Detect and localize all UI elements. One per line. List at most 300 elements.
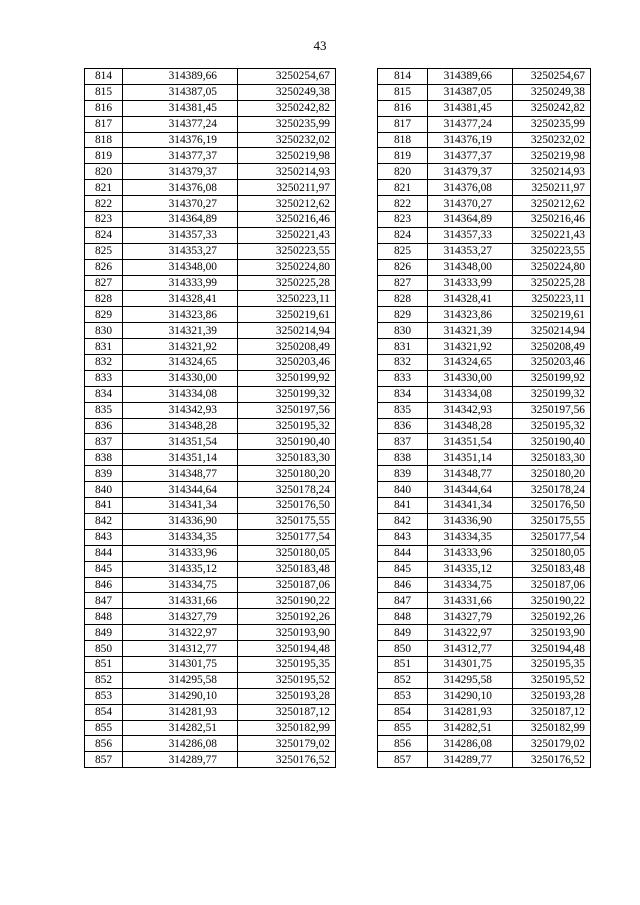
point-number-cell: 841 <box>378 498 428 514</box>
x-coordinate-cell: 314282,51 <box>428 720 513 736</box>
x-coordinate-cell: 314348,28 <box>123 418 238 434</box>
x-coordinate-cell: 314377,24 <box>428 116 513 132</box>
point-number-cell: 814 <box>378 69 428 85</box>
table-row <box>378 704 591 720</box>
y-coordinate-cell: 3250199,32 <box>513 386 591 402</box>
table-row <box>85 100 336 116</box>
point-number-cell: 827 <box>85 275 123 291</box>
x-coordinate-cell: 314344,64 <box>123 482 238 498</box>
table-row <box>378 656 591 672</box>
point-number-cell: 853 <box>85 688 123 704</box>
x-coordinate-cell: 314281,93 <box>123 704 238 720</box>
point-number-cell: 824 <box>85 227 123 243</box>
y-coordinate-cell: 3250192,26 <box>513 609 591 625</box>
point-number-cell: 820 <box>378 164 428 180</box>
point-number-cell: 830 <box>378 323 428 339</box>
point-number-cell: 844 <box>85 545 123 561</box>
y-coordinate-cell: 3250195,35 <box>513 656 591 672</box>
table-row <box>378 418 591 434</box>
x-coordinate-cell: 314289,77 <box>123 752 238 768</box>
point-number-cell: 832 <box>85 355 123 371</box>
y-coordinate-cell: 3250208,49 <box>238 339 336 355</box>
table-row <box>378 434 591 450</box>
table-row <box>85 656 336 672</box>
y-coordinate-cell: 3250249,38 <box>238 84 336 100</box>
table-row <box>85 148 336 164</box>
x-coordinate-cell: 314342,93 <box>428 402 513 418</box>
table-row <box>85 529 336 545</box>
table-row <box>378 180 591 196</box>
y-coordinate-cell: 3250176,52 <box>513 752 591 768</box>
table-row <box>85 370 336 386</box>
table-row <box>85 450 336 466</box>
y-coordinate-cell: 3250187,12 <box>238 704 336 720</box>
x-coordinate-cell: 314321,39 <box>428 323 513 339</box>
table-row <box>85 243 336 259</box>
table-row <box>85 116 336 132</box>
table-row <box>378 69 591 85</box>
x-coordinate-cell: 314321,92 <box>428 339 513 355</box>
x-coordinate-cell: 314364,89 <box>123 212 238 228</box>
x-coordinate-cell: 314336,90 <box>428 513 513 529</box>
y-coordinate-cell: 3250223,55 <box>238 243 336 259</box>
x-coordinate-cell: 314290,10 <box>428 688 513 704</box>
x-coordinate-cell: 314389,66 <box>428 69 513 85</box>
table-row <box>378 720 591 736</box>
point-number-cell: 852 <box>378 672 428 688</box>
point-number-cell: 834 <box>85 386 123 402</box>
x-coordinate-cell: 314295,58 <box>428 672 513 688</box>
y-coordinate-cell: 3250197,56 <box>238 402 336 418</box>
x-coordinate-cell: 314364,89 <box>428 212 513 228</box>
y-coordinate-cell: 3250208,49 <box>513 339 591 355</box>
y-coordinate-cell: 3250180,05 <box>238 545 336 561</box>
y-coordinate-cell: 3250177,54 <box>238 529 336 545</box>
x-coordinate-cell: 314286,08 <box>123 736 238 752</box>
x-coordinate-cell: 314331,66 <box>428 593 513 609</box>
table-row <box>85 577 336 593</box>
table-row <box>378 752 591 768</box>
point-number-cell: 851 <box>378 656 428 672</box>
page-number: 43 <box>313 38 327 53</box>
point-number-cell: 817 <box>378 116 428 132</box>
point-number-cell: 852 <box>85 672 123 688</box>
table-row <box>378 577 591 593</box>
x-coordinate-cell: 314357,33 <box>428 227 513 243</box>
y-coordinate-cell: 3250214,93 <box>238 164 336 180</box>
x-coordinate-cell: 314348,00 <box>428 259 513 275</box>
x-coordinate-cell: 314295,58 <box>123 672 238 688</box>
y-coordinate-cell: 3250199,92 <box>238 370 336 386</box>
table-row <box>378 402 591 418</box>
point-number-cell: 838 <box>85 450 123 466</box>
y-coordinate-cell: 3250195,32 <box>238 418 336 434</box>
table-row <box>85 355 336 371</box>
x-coordinate-cell: 314348,00 <box>123 259 238 275</box>
point-number-cell: 825 <box>85 243 123 259</box>
table-row <box>378 672 591 688</box>
x-coordinate-cell: 314312,77 <box>123 641 238 657</box>
table-row <box>85 641 336 657</box>
table-row <box>378 116 591 132</box>
x-coordinate-cell: 314341,34 <box>428 498 513 514</box>
point-number-cell: 818 <box>85 132 123 148</box>
point-number-cell: 823 <box>378 212 428 228</box>
point-number-cell: 837 <box>85 434 123 450</box>
point-number-cell: 855 <box>85 720 123 736</box>
table-row <box>378 196 591 212</box>
y-coordinate-cell: 3250190,40 <box>238 434 336 450</box>
point-number-cell: 840 <box>85 482 123 498</box>
y-coordinate-cell: 3250219,61 <box>238 307 336 323</box>
y-coordinate-cell: 3250193,90 <box>238 625 336 641</box>
table-row <box>378 498 591 514</box>
x-coordinate-cell: 314351,14 <box>428 450 513 466</box>
x-coordinate-cell: 314324,65 <box>428 355 513 371</box>
x-coordinate-cell: 314312,77 <box>428 641 513 657</box>
table-row <box>378 84 591 100</box>
point-number-cell: 847 <box>378 593 428 609</box>
point-number-cell: 816 <box>378 100 428 116</box>
x-coordinate-cell: 314389,66 <box>123 69 238 85</box>
point-number-cell: 854 <box>378 704 428 720</box>
x-coordinate-cell: 314334,75 <box>123 577 238 593</box>
point-number-cell: 846 <box>378 577 428 593</box>
y-coordinate-cell: 3250190,22 <box>238 593 336 609</box>
y-coordinate-cell: 3250190,40 <box>513 434 591 450</box>
table-row <box>378 688 591 704</box>
table-row <box>85 720 336 736</box>
point-number-cell: 831 <box>378 339 428 355</box>
coordinates-table-right-body <box>378 69 591 768</box>
x-coordinate-cell: 314334,08 <box>428 386 513 402</box>
point-number-cell: 826 <box>378 259 428 275</box>
table-row <box>85 688 336 704</box>
point-number-cell: 837 <box>378 434 428 450</box>
y-coordinate-cell: 3250183,48 <box>238 561 336 577</box>
table-row <box>85 513 336 529</box>
coordinates-table-left <box>84 68 336 768</box>
x-coordinate-cell: 314344,64 <box>428 482 513 498</box>
x-coordinate-cell: 314333,96 <box>123 545 238 561</box>
x-coordinate-cell: 314370,27 <box>428 196 513 212</box>
x-coordinate-cell: 314322,97 <box>123 625 238 641</box>
y-coordinate-cell: 3250224,80 <box>238 259 336 275</box>
table-row <box>378 307 591 323</box>
table-row <box>378 339 591 355</box>
table-row <box>85 418 336 434</box>
table-row <box>85 164 336 180</box>
point-number-cell: 833 <box>378 370 428 386</box>
x-coordinate-cell: 314381,45 <box>123 100 238 116</box>
y-coordinate-cell: 3250182,99 <box>513 720 591 736</box>
y-coordinate-cell: 3250183,30 <box>238 450 336 466</box>
x-coordinate-cell: 314376,08 <box>123 180 238 196</box>
table-row <box>378 561 591 577</box>
y-coordinate-cell: 3250187,06 <box>513 577 591 593</box>
y-coordinate-cell: 3250176,52 <box>238 752 336 768</box>
point-number-cell: 842 <box>378 513 428 529</box>
y-coordinate-cell: 3250216,46 <box>238 212 336 228</box>
x-coordinate-cell: 314333,99 <box>123 275 238 291</box>
x-coordinate-cell: 314335,12 <box>428 561 513 577</box>
table-row <box>85 466 336 482</box>
table-row <box>378 593 591 609</box>
point-number-cell: 844 <box>378 545 428 561</box>
y-coordinate-cell: 3250214,94 <box>513 323 591 339</box>
table-row <box>378 164 591 180</box>
table-row <box>85 323 336 339</box>
x-coordinate-cell: 314351,54 <box>428 434 513 450</box>
point-number-cell: 831 <box>85 339 123 355</box>
x-coordinate-cell: 314351,54 <box>123 434 238 450</box>
point-number-cell: 836 <box>378 418 428 434</box>
x-coordinate-cell: 314334,35 <box>428 529 513 545</box>
table-row <box>378 275 591 291</box>
x-coordinate-cell: 314281,93 <box>428 704 513 720</box>
table-row <box>85 672 336 688</box>
x-coordinate-cell: 314341,34 <box>123 498 238 514</box>
point-number-cell: 824 <box>378 227 428 243</box>
table-row <box>378 625 591 641</box>
point-number-cell: 822 <box>378 196 428 212</box>
y-coordinate-cell: 3250223,11 <box>238 291 336 307</box>
point-number-cell: 853 <box>378 688 428 704</box>
x-coordinate-cell: 314327,79 <box>123 609 238 625</box>
point-number-cell: 825 <box>378 243 428 259</box>
y-coordinate-cell: 3250225,28 <box>238 275 336 291</box>
y-coordinate-cell: 3250254,67 <box>513 69 591 85</box>
point-number-cell: 849 <box>378 625 428 641</box>
x-coordinate-cell: 314289,77 <box>428 752 513 768</box>
x-coordinate-cell: 314331,66 <box>123 593 238 609</box>
x-coordinate-cell: 314357,33 <box>123 227 238 243</box>
table-row <box>378 545 591 561</box>
table-row <box>378 370 591 386</box>
table-row <box>378 529 591 545</box>
y-coordinate-cell: 3250179,02 <box>513 736 591 752</box>
x-coordinate-cell: 314370,27 <box>123 196 238 212</box>
y-coordinate-cell: 3250223,55 <box>513 243 591 259</box>
y-coordinate-cell: 3250193,90 <box>513 625 591 641</box>
point-number-cell: 850 <box>85 641 123 657</box>
point-number-cell: 839 <box>378 466 428 482</box>
y-coordinate-cell: 3250179,02 <box>238 736 336 752</box>
point-number-cell: 817 <box>85 116 123 132</box>
table-row <box>378 259 591 275</box>
point-number-cell: 854 <box>85 704 123 720</box>
table-row <box>85 609 336 625</box>
table-row <box>378 466 591 482</box>
y-coordinate-cell: 3250211,97 <box>238 180 336 196</box>
y-coordinate-cell: 3250194,48 <box>238 641 336 657</box>
y-coordinate-cell: 3250195,52 <box>513 672 591 688</box>
x-coordinate-cell: 314333,96 <box>428 545 513 561</box>
point-number-cell: 815 <box>85 84 123 100</box>
y-coordinate-cell: 3250180,20 <box>513 466 591 482</box>
x-coordinate-cell: 314381,45 <box>428 100 513 116</box>
point-number-cell: 829 <box>378 307 428 323</box>
x-coordinate-cell: 314328,41 <box>428 291 513 307</box>
y-coordinate-cell: 3250199,92 <box>513 370 591 386</box>
y-coordinate-cell: 3250177,54 <box>513 529 591 545</box>
y-coordinate-cell: 3250194,48 <box>513 641 591 657</box>
point-number-cell: 815 <box>378 84 428 100</box>
table-row <box>85 132 336 148</box>
x-coordinate-cell: 314334,35 <box>123 529 238 545</box>
table-row <box>378 100 591 116</box>
point-number-cell: 856 <box>378 736 428 752</box>
x-coordinate-cell: 314334,75 <box>428 577 513 593</box>
table-row <box>378 482 591 498</box>
point-number-cell: 828 <box>85 291 123 307</box>
y-coordinate-cell: 3250232,02 <box>513 132 591 148</box>
table-row <box>85 434 336 450</box>
y-coordinate-cell: 3250235,99 <box>238 116 336 132</box>
x-coordinate-cell: 314322,97 <box>428 625 513 641</box>
y-coordinate-cell: 3250180,20 <box>238 466 336 482</box>
y-coordinate-cell: 3250183,30 <box>513 450 591 466</box>
point-number-cell: 835 <box>85 402 123 418</box>
y-coordinate-cell: 3250214,93 <box>513 164 591 180</box>
y-coordinate-cell: 3250178,24 <box>513 482 591 498</box>
point-number-cell: 828 <box>378 291 428 307</box>
y-coordinate-cell: 3250219,98 <box>513 148 591 164</box>
table-row <box>85 736 336 752</box>
table-row <box>378 450 591 466</box>
point-number-cell: 848 <box>85 609 123 625</box>
point-number-cell: 834 <box>378 386 428 402</box>
table-row <box>378 132 591 148</box>
point-number-cell: 857 <box>85 752 123 768</box>
point-number-cell: 819 <box>378 148 428 164</box>
table-row <box>85 259 336 275</box>
y-coordinate-cell: 3250180,05 <box>513 545 591 561</box>
point-number-cell: 827 <box>378 275 428 291</box>
x-coordinate-cell: 314376,19 <box>123 132 238 148</box>
y-coordinate-cell: 3250216,46 <box>513 212 591 228</box>
x-coordinate-cell: 314353,27 <box>428 243 513 259</box>
point-number-cell: 826 <box>85 259 123 275</box>
table-row <box>85 625 336 641</box>
x-coordinate-cell: 314376,08 <box>428 180 513 196</box>
point-number-cell: 823 <box>85 212 123 228</box>
y-coordinate-cell: 3250232,02 <box>238 132 336 148</box>
x-coordinate-cell: 314335,12 <box>123 561 238 577</box>
y-coordinate-cell: 3250193,28 <box>238 688 336 704</box>
x-coordinate-cell: 314379,37 <box>123 164 238 180</box>
y-coordinate-cell: 3250187,06 <box>238 577 336 593</box>
x-coordinate-cell: 314301,75 <box>123 656 238 672</box>
x-coordinate-cell: 314348,77 <box>428 466 513 482</box>
y-coordinate-cell: 3250197,56 <box>513 402 591 418</box>
point-number-cell: 856 <box>85 736 123 752</box>
table-row <box>378 355 591 371</box>
x-coordinate-cell: 314376,19 <box>428 132 513 148</box>
point-number-cell: 821 <box>85 180 123 196</box>
x-coordinate-cell: 314351,14 <box>123 450 238 466</box>
point-number-cell: 848 <box>378 609 428 625</box>
x-coordinate-cell: 314323,86 <box>123 307 238 323</box>
point-number-cell: 816 <box>85 100 123 116</box>
table-row <box>378 736 591 752</box>
point-number-cell: 850 <box>378 641 428 657</box>
point-number-cell: 835 <box>378 402 428 418</box>
point-number-cell: 840 <box>378 482 428 498</box>
y-coordinate-cell: 3250176,50 <box>513 498 591 514</box>
x-coordinate-cell: 314377,24 <box>123 116 238 132</box>
table-row <box>378 386 591 402</box>
point-number-cell: 832 <box>378 355 428 371</box>
point-number-cell: 819 <box>85 148 123 164</box>
point-number-cell: 845 <box>378 561 428 577</box>
point-number-cell: 849 <box>85 625 123 641</box>
table-row <box>85 180 336 196</box>
x-coordinate-cell: 314330,00 <box>428 370 513 386</box>
table-row <box>378 609 591 625</box>
y-coordinate-cell: 3250221,43 <box>513 227 591 243</box>
y-coordinate-cell: 3250178,24 <box>238 482 336 498</box>
point-number-cell: 839 <box>85 466 123 482</box>
x-coordinate-cell: 314377,37 <box>428 148 513 164</box>
y-coordinate-cell: 3250199,32 <box>238 386 336 402</box>
point-number-cell: 822 <box>85 196 123 212</box>
table-row <box>85 752 336 768</box>
table-row <box>85 561 336 577</box>
x-coordinate-cell: 314282,51 <box>123 720 238 736</box>
x-coordinate-cell: 314342,93 <box>123 402 238 418</box>
table-row <box>85 196 336 212</box>
x-coordinate-cell: 314333,99 <box>428 275 513 291</box>
table-row <box>378 212 591 228</box>
point-number-cell: 841 <box>85 498 123 514</box>
y-coordinate-cell: 3250242,82 <box>513 100 591 116</box>
table-row <box>85 402 336 418</box>
point-number-cell: 843 <box>378 529 428 545</box>
table-row <box>85 482 336 498</box>
y-coordinate-cell: 3250211,97 <box>513 180 591 196</box>
table-row <box>85 227 336 243</box>
table-row <box>85 545 336 561</box>
x-coordinate-cell: 314353,27 <box>123 243 238 259</box>
y-coordinate-cell: 3250212,62 <box>238 196 336 212</box>
y-coordinate-cell: 3250203,46 <box>238 355 336 371</box>
y-coordinate-cell: 3250183,48 <box>513 561 591 577</box>
point-number-cell: 846 <box>85 577 123 593</box>
x-coordinate-cell: 314387,05 <box>428 84 513 100</box>
y-coordinate-cell: 3250224,80 <box>513 259 591 275</box>
table-row <box>378 323 591 339</box>
x-coordinate-cell: 314336,90 <box>123 513 238 529</box>
y-coordinate-cell: 3250254,67 <box>238 69 336 85</box>
table-row <box>85 275 336 291</box>
x-coordinate-cell: 314324,65 <box>123 355 238 371</box>
x-coordinate-cell: 314377,37 <box>123 148 238 164</box>
y-coordinate-cell: 3250242,82 <box>238 100 336 116</box>
table-row <box>85 386 336 402</box>
y-coordinate-cell: 3250195,35 <box>238 656 336 672</box>
y-coordinate-cell: 3250212,62 <box>513 196 591 212</box>
y-coordinate-cell: 3250193,28 <box>513 688 591 704</box>
table-row <box>378 513 591 529</box>
point-number-cell: 820 <box>85 164 123 180</box>
point-number-cell: 836 <box>85 418 123 434</box>
y-coordinate-cell: 3250235,99 <box>513 116 591 132</box>
point-number-cell: 821 <box>378 180 428 196</box>
y-coordinate-cell: 3250182,99 <box>238 720 336 736</box>
x-coordinate-cell: 314387,05 <box>123 84 238 100</box>
y-coordinate-cell: 3250192,26 <box>238 609 336 625</box>
